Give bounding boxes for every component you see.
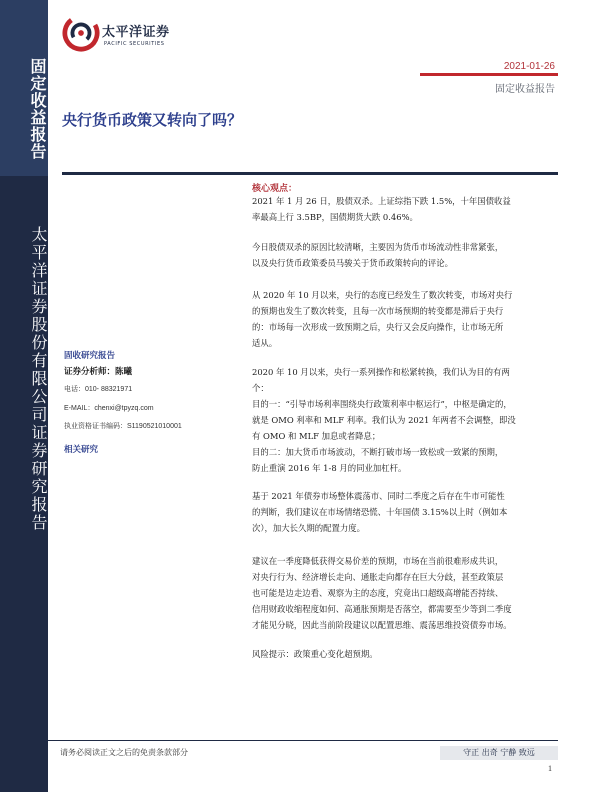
core-view-label: 核心观点： — [252, 184, 298, 194]
paragraph-3 — [252, 287, 572, 351]
text-line: 的判断，我们建议在市场情绪恐慌、十年国债 3.15%以上时（例如本 — [252, 507, 508, 517]
text-line: 今日股债双杀的原因比较清晰，主要因为货币市场流动性非常紧张， — [252, 242, 504, 252]
paragraph-5 — [252, 488, 572, 536]
text-line: 2020 年 10 月以来，央行一系列操作和松紧转换，我们认为目的有两 — [252, 367, 510, 377]
text-line: 目的二：加大货币市场波动，不断打破市场一致松或一致紧的预期， — [252, 447, 504, 457]
logo-mark-icon — [62, 14, 100, 52]
text-line: 就是 OMO 利率和 MLF 利率。我们认为 2021 年两者不会调整，即没 — [252, 415, 516, 425]
text-line: 个： — [252, 383, 269, 393]
text-line: 的预期也发生了数次转变，且每一次市场预期的转变都是滞后于央行 — [252, 306, 504, 316]
text-line: 也可能是边走边看、观察为主的态度，究竟出口超级高增能否持续、 — [252, 588, 504, 598]
title-divider — [62, 172, 558, 175]
text-line: 才能见分晓，因此当前阶段建议以配置思维、震荡思维投资债券市场。 — [252, 620, 512, 630]
report-date: 2021-01-26 — [503, 61, 555, 72]
risk-warning: 风险提示：政策重心变化超预期。 — [252, 649, 378, 659]
footer-divider — [48, 740, 558, 741]
analyst-certificate: 执业资格证书编码：S1190521010001 — [64, 423, 182, 430]
logo-name-en: PACIFIC SECURITIES — [104, 41, 165, 47]
paragraph-1 — [252, 193, 572, 225]
paragraph-7 — [252, 646, 572, 662]
company-motto: 守正 出奇 宁静 致远 — [440, 746, 558, 760]
text-line: 2021 年 1 月 26 日，股债双杀。上证综指下跌 1.5%，十年国债收益 — [252, 196, 511, 206]
text-line: 对央行行为、经济增长走向、通胀走向都存在巨大分歧，甚至政策层 — [252, 572, 504, 582]
text-line: 以及央行货币政策委员马骏关于货币政策转向的评论。 — [252, 258, 453, 268]
text-line: 次），加大长久期的配置力度。 — [252, 523, 366, 533]
report-type-label: 固收研究报告 — [64, 351, 116, 361]
paragraph-2 — [252, 239, 572, 271]
related-research-heading: 相关研究 — [64, 445, 99, 455]
analyst-phone: 电话：010- 88321971 — [64, 386, 133, 393]
company-logo — [62, 14, 182, 58]
sidebar-category-label: 固定收益报告 — [28, 58, 47, 160]
text-line: 目的一：“引导市场利率围绕央行政策利率中枢运行”，中枢是确定的， — [252, 399, 512, 409]
text-line: 有 OMO 和 MLF 加息或者降息； — [252, 431, 381, 441]
page-number: 1 — [548, 764, 552, 773]
paragraph-6 — [252, 553, 572, 633]
text-line: 防止重演 2016 年 1-8 月的同业加杠杆。 — [252, 463, 407, 473]
date-divider — [420, 73, 558, 76]
disclaimer-note: 请务必阅读正文之后的免责条款部分 — [60, 748, 188, 757]
text-line: 从 2020 年 10 月以来，央行的态度已经发生了数次转变，市场对央行 — [252, 290, 513, 300]
paragraph-4 — [252, 364, 572, 476]
analyst-email[interactable]: E-MAIL：chenxi@tpyzq.com — [64, 405, 154, 412]
report-category: 固定收益报告 — [495, 84, 555, 95]
text-line: 基于 2021 年债券市场整体震荡市、同时二季度之后存在牛市可能性 — [252, 491, 505, 501]
logo-name-cn: 太平洋证券 — [102, 25, 170, 40]
text-line: 信用财政收缩程度如何、高通胀预期是否落空，都需要至少等到二季度 — [252, 604, 512, 614]
text-line: 适从。 — [252, 338, 278, 348]
page-title: 央行货币政策又转向了吗？ — [62, 111, 243, 129]
analyst-name: 证券分析师：陈曦 — [64, 367, 133, 377]
sidebar-company-label: 太平洋证券股份有限公司证券研究报告 — [29, 226, 48, 532]
text-line: 的：市场每一次形成一致预期之后，央行又会反向操作，让市场无所 — [252, 322, 504, 332]
text-line: 建议在一季度降低获得交易价差的预期，市场在当前很难形成共识， — [252, 556, 504, 566]
text-line: 率最高上行 3.5BP，国债期货大跌 0.46%。 — [252, 212, 418, 222]
